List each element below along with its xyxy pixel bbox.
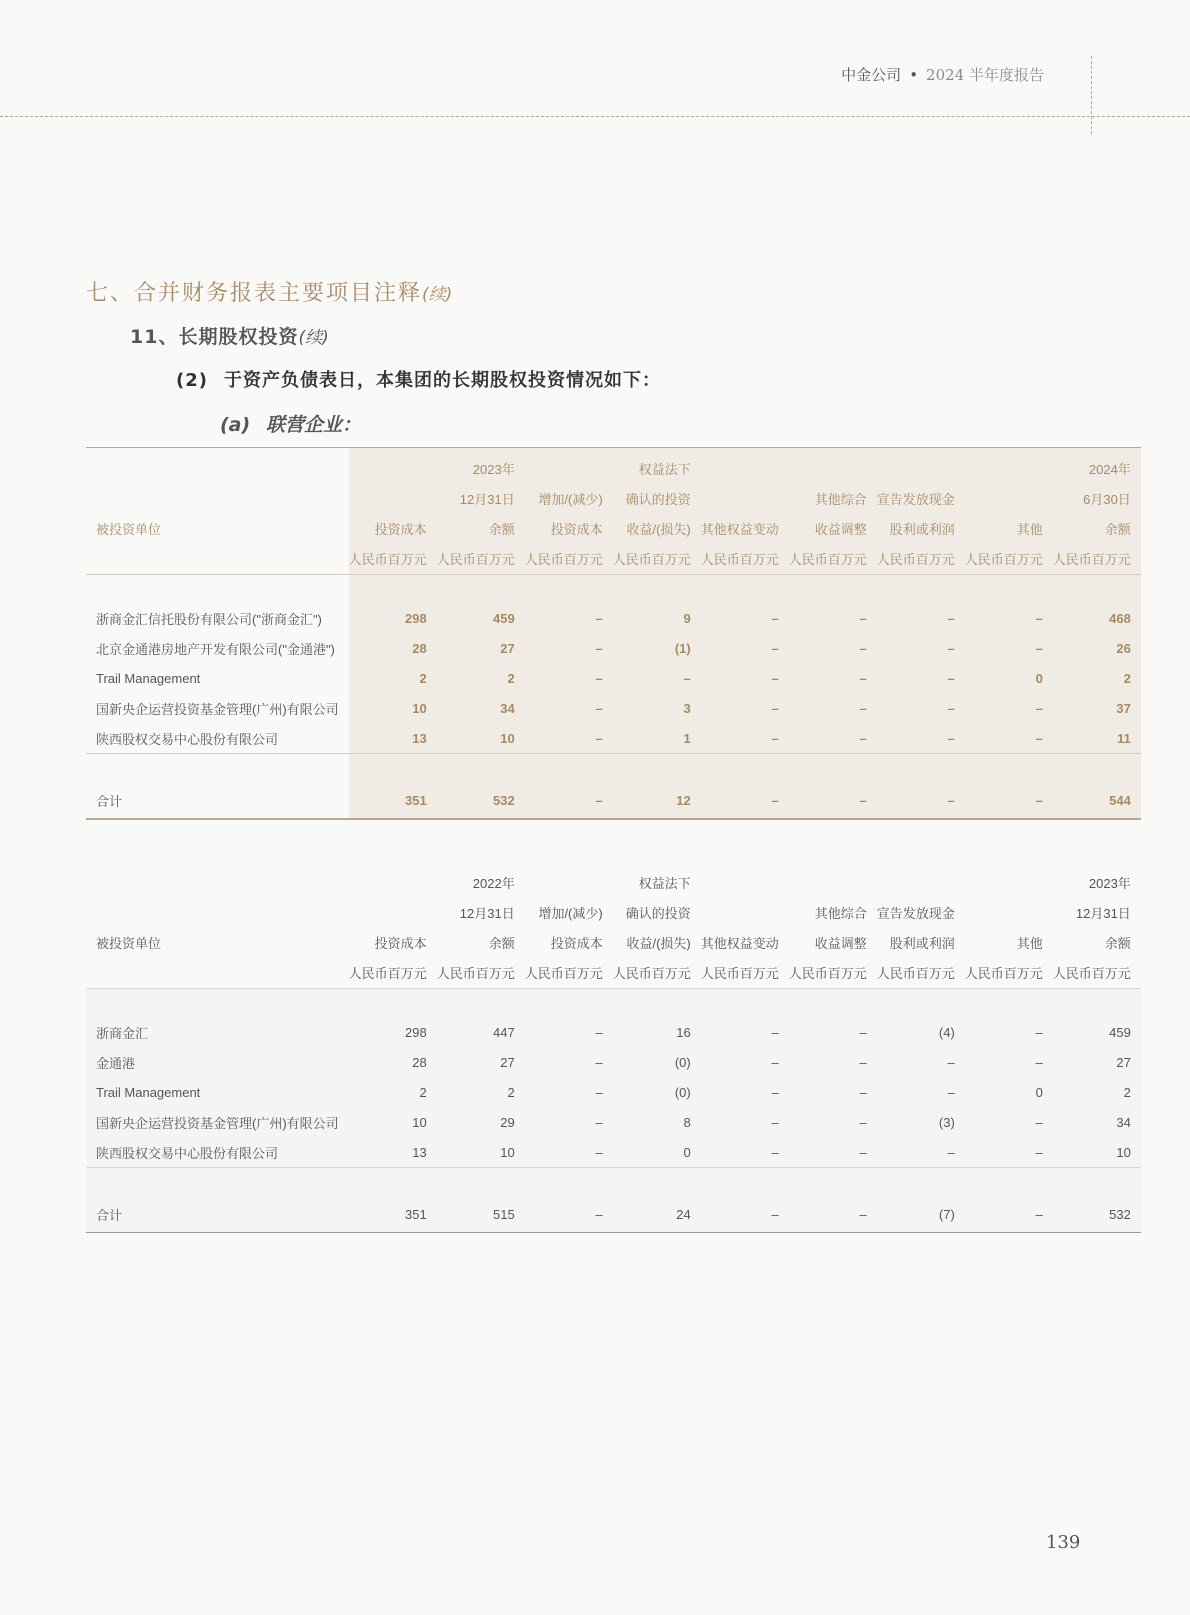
- column-header: 收益调整: [789, 508, 877, 538]
- total-cell: –: [789, 782, 877, 819]
- investee-name: Trail Management: [96, 670, 201, 686]
- table-cell: –: [771, 1054, 779, 1070]
- table-cell: 468: [1053, 603, 1141, 633]
- investee-name: 浙商金汇: [96, 1025, 149, 1041]
- table-row: [86, 1107, 1141, 1137]
- column-header: 人民币百万元: [525, 538, 613, 575]
- column-header-unit: [86, 448, 349, 479]
- total-cell: –: [965, 782, 1053, 819]
- column-header: 余额: [437, 508, 525, 538]
- header-row: [86, 952, 1141, 989]
- table-cell: –: [877, 603, 965, 633]
- column-header-unit: [86, 892, 349, 922]
- table-cell: –: [789, 693, 877, 723]
- table-cell: –: [1035, 1024, 1043, 1040]
- section-title: [86, 276, 452, 307]
- table-cell: 447: [493, 1024, 515, 1040]
- column-header: 人民币百万元: [789, 952, 877, 989]
- column-header: 宣告发放现金: [876, 906, 955, 921]
- total-cell: –: [789, 1196, 877, 1233]
- table-cell: –: [965, 723, 1053, 754]
- column-header: 12月31日: [437, 478, 525, 508]
- table-cell: 2: [1123, 1084, 1131, 1100]
- column-header: [525, 448, 613, 479]
- table-cell: –: [965, 633, 1053, 663]
- column-header: 人民币百万元: [1053, 952, 1141, 989]
- company-name: 中金公司: [841, 66, 902, 84]
- table-row: [86, 633, 1141, 663]
- table-row: [86, 1137, 1141, 1168]
- table-cell: 10: [500, 1144, 515, 1160]
- investee-name: 浙商金汇信托股份有限公司("浙商金汇"): [96, 611, 322, 627]
- table-cell: 2: [507, 1084, 515, 1100]
- column-header: 其他综合: [789, 478, 877, 508]
- column-header: 权益法下: [613, 448, 701, 479]
- header-row: [86, 892, 1141, 922]
- column-header: 投资成本: [349, 508, 437, 538]
- column-header: 人民币百万元: [613, 952, 701, 989]
- total-cell: –: [525, 782, 613, 819]
- table-cell: –: [1035, 1144, 1043, 1160]
- total-cell: (7): [877, 1196, 965, 1233]
- table-row: [86, 723, 1141, 754]
- section-title-cont: (续): [422, 285, 453, 305]
- table-cell: –: [877, 723, 965, 754]
- column-header-unit: [86, 478, 349, 508]
- investee-name: Trail Management: [96, 1084, 201, 1100]
- column-header-unit: [86, 862, 349, 892]
- column-header: [789, 448, 877, 479]
- column-header: 增加/(减少): [525, 478, 613, 508]
- column-header: 股利或利润: [877, 508, 965, 538]
- column-header: 余额: [1053, 508, 1141, 538]
- subitem-text: 联营企业：: [266, 414, 362, 436]
- spacer-row: [86, 575, 1141, 604]
- column-header: [701, 892, 789, 922]
- item-text: 于资产负债表日，本集团的长期股权投资情况如下：: [224, 370, 661, 391]
- table-row: [86, 693, 1141, 723]
- total-cell: –: [525, 1196, 613, 1233]
- column-header: [965, 862, 1053, 892]
- column-header: 人民币百万元: [613, 538, 701, 575]
- column-header: [701, 478, 789, 508]
- column-header: 人民币百万元: [965, 538, 1053, 575]
- column-header: 人民币百万元: [349, 538, 437, 575]
- column-header: 收益调整: [814, 936, 867, 951]
- table-cell: –: [859, 1054, 867, 1070]
- table-cell: 29: [500, 1114, 515, 1130]
- column-header: 人民币百万元: [437, 538, 525, 575]
- table-cell: –: [877, 633, 965, 663]
- column-header: 投资成本: [374, 936, 427, 951]
- table-cell: 37: [1053, 693, 1141, 723]
- column-header: 人民币百万元: [701, 538, 789, 575]
- table-cell: –: [789, 633, 877, 663]
- table-cell: –: [1035, 1054, 1043, 1070]
- table-cell: 16: [676, 1024, 691, 1040]
- column-header-unit: [86, 952, 349, 989]
- spacer-row: [86, 989, 1141, 1018]
- table-cell: 3: [613, 693, 701, 723]
- table-cell: (0): [674, 1054, 691, 1070]
- column-header: 人民币百万元: [877, 538, 965, 575]
- table-cell: 13: [412, 1144, 427, 1160]
- column-header: 投资成本: [550, 936, 603, 951]
- table-cell: 34: [1116, 1114, 1131, 1130]
- header-row: [86, 478, 1141, 508]
- column-header: [789, 862, 877, 892]
- total-cell: –: [877, 782, 965, 819]
- associates-table-2024: [86, 447, 1141, 820]
- investee-name: 陕西股权交易中心股份有限公司: [96, 731, 279, 747]
- table-cell: –: [613, 663, 701, 693]
- header-divider: [0, 116, 1190, 117]
- column-header: 人民币百万元: [965, 952, 1053, 989]
- table-row: [86, 663, 1141, 693]
- column-header: 宣告发放现金: [877, 478, 965, 508]
- table-cell: 10: [437, 723, 525, 754]
- table-cell: –: [859, 1114, 867, 1130]
- table-cell: 2: [1053, 663, 1141, 693]
- column-header: 收益/(损失): [626, 936, 691, 951]
- section-title-text: 七、合并财务报表主要项目注释: [86, 281, 423, 306]
- table-cell: 28: [412, 1054, 427, 1070]
- total-cell: –: [965, 1196, 1053, 1233]
- table-cell: 27: [437, 633, 525, 663]
- column-header: [349, 448, 437, 479]
- table-cell: –: [789, 723, 877, 754]
- column-header: [877, 862, 965, 892]
- table-cell: –: [947, 1054, 955, 1070]
- column-header: 2024年: [1053, 448, 1141, 479]
- table-cell: –: [965, 603, 1053, 633]
- column-header: [349, 862, 437, 892]
- column-header: 其他: [965, 508, 1053, 538]
- column-header: [877, 448, 965, 479]
- table-cell: 298: [349, 603, 437, 633]
- table-cell: (1): [613, 633, 701, 663]
- table-cell: –: [771, 1114, 779, 1130]
- column-header: [965, 478, 1053, 508]
- table-cell: 2: [349, 663, 437, 693]
- column-header: 6月30日: [1053, 478, 1141, 508]
- column-header: 人民币百万元: [349, 952, 437, 989]
- investee-name: 陕西股权交易中心股份有限公司: [96, 1145, 279, 1161]
- column-header: 2022年: [472, 876, 515, 891]
- table-row: [86, 1017, 1141, 1047]
- table-cell: 298: [404, 1024, 427, 1040]
- column-header: 增加/(减少): [538, 906, 603, 921]
- investee-name: 国新央企运营投资基金管理(广州)有限公司: [96, 1115, 339, 1131]
- table-cell: –: [525, 603, 613, 633]
- table-cell: 27: [500, 1054, 515, 1070]
- table-cell: –: [877, 693, 965, 723]
- table-cell: –: [859, 1084, 867, 1100]
- column-header: 其他权益变动: [700, 936, 779, 951]
- table-cell: –: [525, 723, 613, 754]
- table-cell: 13: [349, 723, 437, 754]
- table-cell: –: [771, 1024, 779, 1040]
- column-header: 确认的投资: [625, 906, 691, 921]
- column-header: 人民币百万元: [877, 952, 965, 989]
- table-cell: –: [1035, 1114, 1043, 1130]
- column-header: 人民币百万元: [437, 952, 525, 989]
- column-header: 余额: [488, 936, 515, 951]
- table-cell: –: [525, 663, 613, 693]
- table-cell: 11: [1053, 723, 1141, 754]
- table-cell: 0: [1035, 1084, 1043, 1100]
- table-cell: –: [525, 693, 613, 723]
- table-cell: –: [701, 603, 789, 633]
- table-cell: –: [701, 663, 789, 693]
- total-row: [86, 1196, 1141, 1233]
- table-cell: –: [595, 1054, 603, 1070]
- column-header: 其他综合: [814, 906, 867, 921]
- column-header: 其他权益变动: [701, 508, 789, 538]
- column-header: 人民币百万元: [701, 952, 789, 989]
- table-row: [86, 1047, 1141, 1077]
- table-cell: –: [595, 1114, 603, 1130]
- subitem-number: (a): [220, 414, 251, 436]
- total-cell: 544: [1053, 782, 1141, 819]
- table-cell: 459: [1109, 1024, 1131, 1040]
- table-cell: –: [789, 603, 877, 633]
- table-cell: (4): [938, 1024, 955, 1040]
- table-cell: –: [595, 1084, 603, 1100]
- table-cell: 2: [437, 663, 525, 693]
- total-label: 合计: [86, 1196, 349, 1233]
- total-cell: 532: [1053, 1196, 1141, 1233]
- column-header: 人民币百万元: [1053, 538, 1141, 575]
- column-header: [349, 892, 437, 922]
- column-header: 确认的投资: [613, 478, 701, 508]
- table-cell: –: [595, 1024, 603, 1040]
- total-cell: 12: [613, 782, 701, 819]
- table-cell: 459: [437, 603, 525, 633]
- header-separator: •: [909, 66, 919, 84]
- header-row: [86, 862, 1141, 892]
- table-cell: 8: [683, 1114, 691, 1130]
- header-row: [86, 508, 1141, 538]
- table-cell: (0): [674, 1084, 691, 1100]
- spacer-row: [86, 754, 1141, 783]
- spacer-row: [86, 1168, 1141, 1197]
- table-cell: 27: [1116, 1054, 1131, 1070]
- column-header: 人民币百万元: [525, 952, 613, 989]
- table-cell: –: [859, 1024, 867, 1040]
- column-header: [701, 448, 789, 479]
- total-cell: –: [701, 782, 789, 819]
- column-header: [701, 862, 789, 892]
- page-number: 139: [1046, 1532, 1081, 1553]
- item-number: (2): [176, 370, 208, 391]
- header-row: [86, 538, 1141, 575]
- column-header: 股利或利润: [889, 936, 955, 951]
- header-row: [86, 922, 1141, 952]
- column-header: 人民币百万元: [789, 538, 877, 575]
- total-cell: 351: [349, 1196, 437, 1233]
- table-cell: –: [771, 1084, 779, 1100]
- column-header: 收益/(损失): [613, 508, 701, 538]
- table-cell: 34: [437, 693, 525, 723]
- table-cell: –: [789, 663, 877, 693]
- table-cell: 0: [683, 1144, 691, 1160]
- table-row: [86, 603, 1141, 633]
- column-header: [525, 862, 613, 892]
- total-label: 合计: [86, 782, 349, 819]
- column-header: 2023年: [437, 448, 525, 479]
- table-cell: 10: [412, 1114, 427, 1130]
- column-header: 权益法下: [638, 876, 691, 891]
- report-title: 2024 半年度报告: [926, 66, 1044, 84]
- table-cell: –: [595, 1144, 603, 1160]
- total-cell: 351: [349, 782, 437, 819]
- column-header-unit: 被投资单位: [96, 936, 162, 951]
- subsection-title: [130, 322, 329, 349]
- header-vertical-divider: [1091, 56, 1092, 134]
- total-cell: 532: [437, 782, 525, 819]
- total-cell: 24: [613, 1196, 701, 1233]
- table-cell: –: [701, 633, 789, 663]
- table-cell: –: [965, 693, 1053, 723]
- table-cell: 1: [613, 723, 701, 754]
- subsection-title-cont: (续): [298, 328, 329, 348]
- table-cell: 26: [1053, 633, 1141, 663]
- subsection-title-text: 11、长期股权投资: [130, 326, 299, 348]
- column-header: 2023年: [1088, 876, 1131, 891]
- investee-name: 国新央企运营投资基金管理(广州)有限公司: [96, 701, 339, 717]
- column-header: 投资成本: [525, 508, 613, 538]
- total-cell: –: [701, 1196, 789, 1233]
- table-cell: 10: [349, 693, 437, 723]
- investee-name: 北京金通港房地产开发有限公司("金通港"): [96, 641, 335, 657]
- table-cell: –: [947, 1144, 955, 1160]
- table-cell: –: [525, 633, 613, 663]
- column-header: 其他: [1016, 936, 1043, 951]
- table-cell: 28: [349, 633, 437, 663]
- table-cell: –: [859, 1144, 867, 1160]
- item-heading: [176, 366, 661, 392]
- column-header: [965, 892, 1053, 922]
- table-cell: 0: [965, 663, 1053, 693]
- header-row: [86, 448, 1141, 479]
- table-cell: 2: [419, 1084, 427, 1100]
- report-header: [841, 64, 1044, 85]
- table-cell: –: [877, 663, 965, 693]
- table-cell: –: [701, 723, 789, 754]
- subitem-heading: [220, 410, 361, 437]
- column-header: 12月31日: [459, 906, 515, 921]
- column-header: 余额: [1104, 936, 1131, 951]
- column-header: 12月31日: [1075, 906, 1131, 921]
- column-header-unit: 被投资单位: [96, 522, 162, 537]
- table-cell: 10: [1116, 1144, 1131, 1160]
- column-header: [349, 478, 437, 508]
- table-row: [86, 1077, 1141, 1107]
- associates-table-2023: [86, 862, 1141, 1233]
- investee-name: 金通港: [96, 1055, 136, 1071]
- table-cell: –: [701, 693, 789, 723]
- table-cell: –: [947, 1084, 955, 1100]
- column-header: [965, 448, 1053, 479]
- total-row: [86, 782, 1141, 819]
- table-cell: (3): [938, 1114, 955, 1130]
- column-header-unit: [86, 538, 349, 575]
- table-cell: 9: [613, 603, 701, 633]
- table-cell: –: [771, 1144, 779, 1160]
- total-cell: 515: [437, 1196, 525, 1233]
